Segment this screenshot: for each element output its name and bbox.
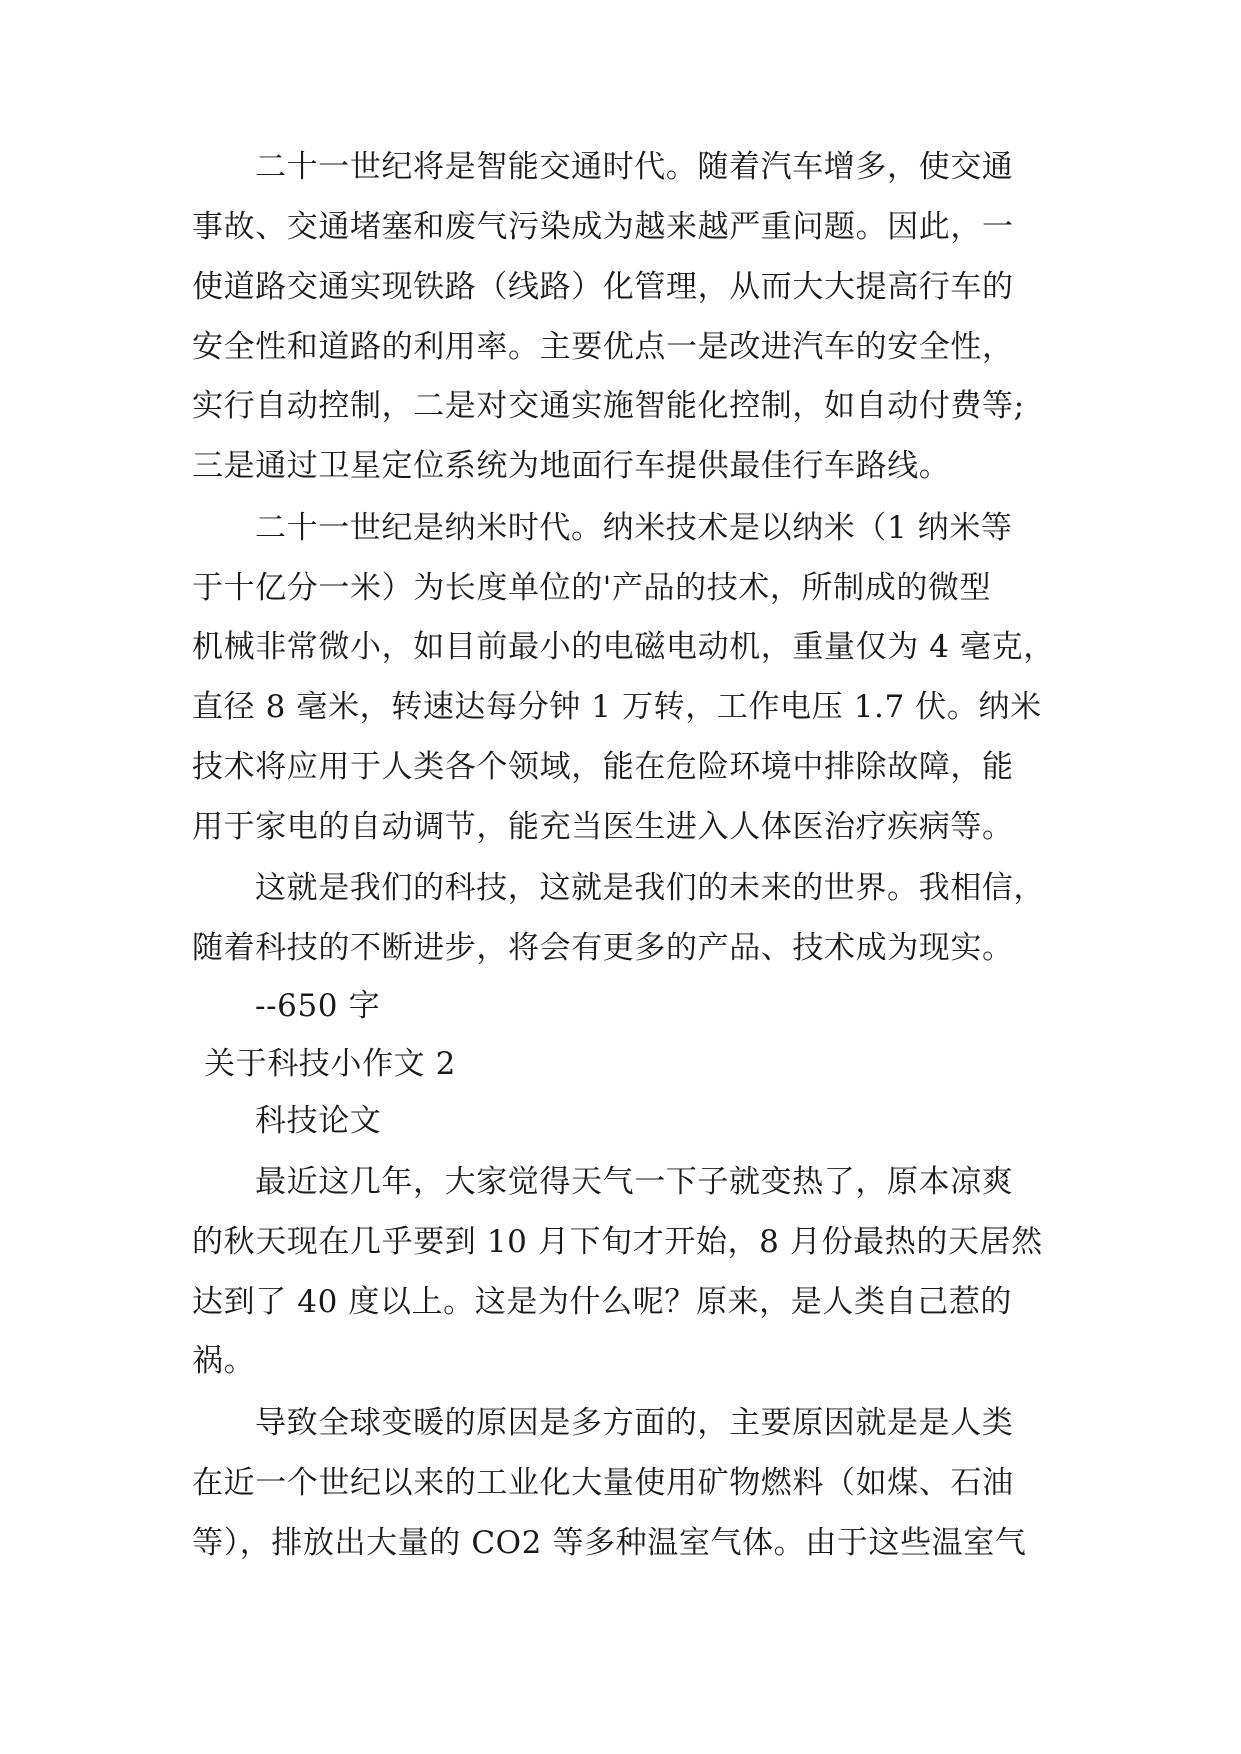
essay-subtitle: 科技论文 <box>255 1103 382 1139</box>
paragraph-5-line-1: 导致全球变暖的原因是多方面的，主要原因就是是人类 <box>255 1405 1014 1441</box>
paragraph-2-line-2: 于十亿分一米）为长度单位的'产品的技术，所制成的微型 <box>192 570 992 606</box>
paragraph-2-line-3: 机械非常微小，如目前最小的电磁电动机，重量仅为 4 毫克， <box>192 629 1055 665</box>
paragraph-1-line-5: 实行自动控制，二是对交通实施智能化控制，如自动付费等; <box>192 388 1025 424</box>
paragraph-3-line-1: 这就是我们的科技，这就是我们的未来的世界。我相信， <box>255 870 1045 906</box>
paragraph-2-line-4: 直径 8 毫米，转速达每分钟 1 万转，工作电压 1.7 伏。纳米 <box>192 689 1042 725</box>
paragraph-4-line-4: 祸。 <box>192 1343 256 1379</box>
paragraph-1-line-2: 事故、交通堵塞和废气污染成为越来越严重问题。因此，一 <box>192 209 1014 245</box>
paragraph-4-line-2: 的秋天现在几乎要到 10 月下旬才开始，8 月份最热的天居然 <box>192 1224 1043 1260</box>
paragraph-1-line-3: 使道路交通实现铁路（线路）化管理，从而大大提高行车的 <box>192 269 1014 305</box>
paragraph-4-line-1: 最近这几年，大家觉得天气一下子就变热了，原本凉爽 <box>255 1164 1014 1200</box>
paragraph-2-line-1: 二十一世纪是纳米时代。纳米技术是以纳米（1 纳米等 <box>255 510 1013 546</box>
paragraph-1-line-6: 三是通过卫星定位系统为地面行车提供最佳行车路线。 <box>192 448 951 484</box>
word-count-note: --650 字 <box>255 988 381 1024</box>
paragraph-2-line-5: 技术将应用于人类各个领域，能在危险环境中排除故障，能 <box>192 749 1014 785</box>
paragraph-1-line-4: 安全性和道路的利用率。主要优点一是改进汽车的安全性， <box>192 329 1014 365</box>
paragraph-4-line-3: 达到了 40 度以上。这是为什么呢？原来，是人类自己惹的 <box>192 1284 1012 1320</box>
section-title: 关于科技小作文 2 <box>204 1046 456 1082</box>
paragraph-3-line-2: 随着科技的不断进步，将会有更多的产品、技术成为现实。 <box>192 930 1014 966</box>
paragraph-5-line-2: 在近一个世纪以来的工业化大量使用矿物燃料（如煤、石油 <box>192 1465 1014 1501</box>
paragraph-5-line-3: 等），排放出大量的 CO2 等多种温室气体。由于这些温室气 <box>192 1525 1027 1561</box>
paragraph-1-line-1: 二十一世纪将是智能交通时代。随着汽车增多，使交通 <box>255 149 1014 185</box>
paragraph-2-line-6: 用于家电的自动调节，能充当医生进入人体医治疗疾病等。 <box>192 809 1014 845</box>
